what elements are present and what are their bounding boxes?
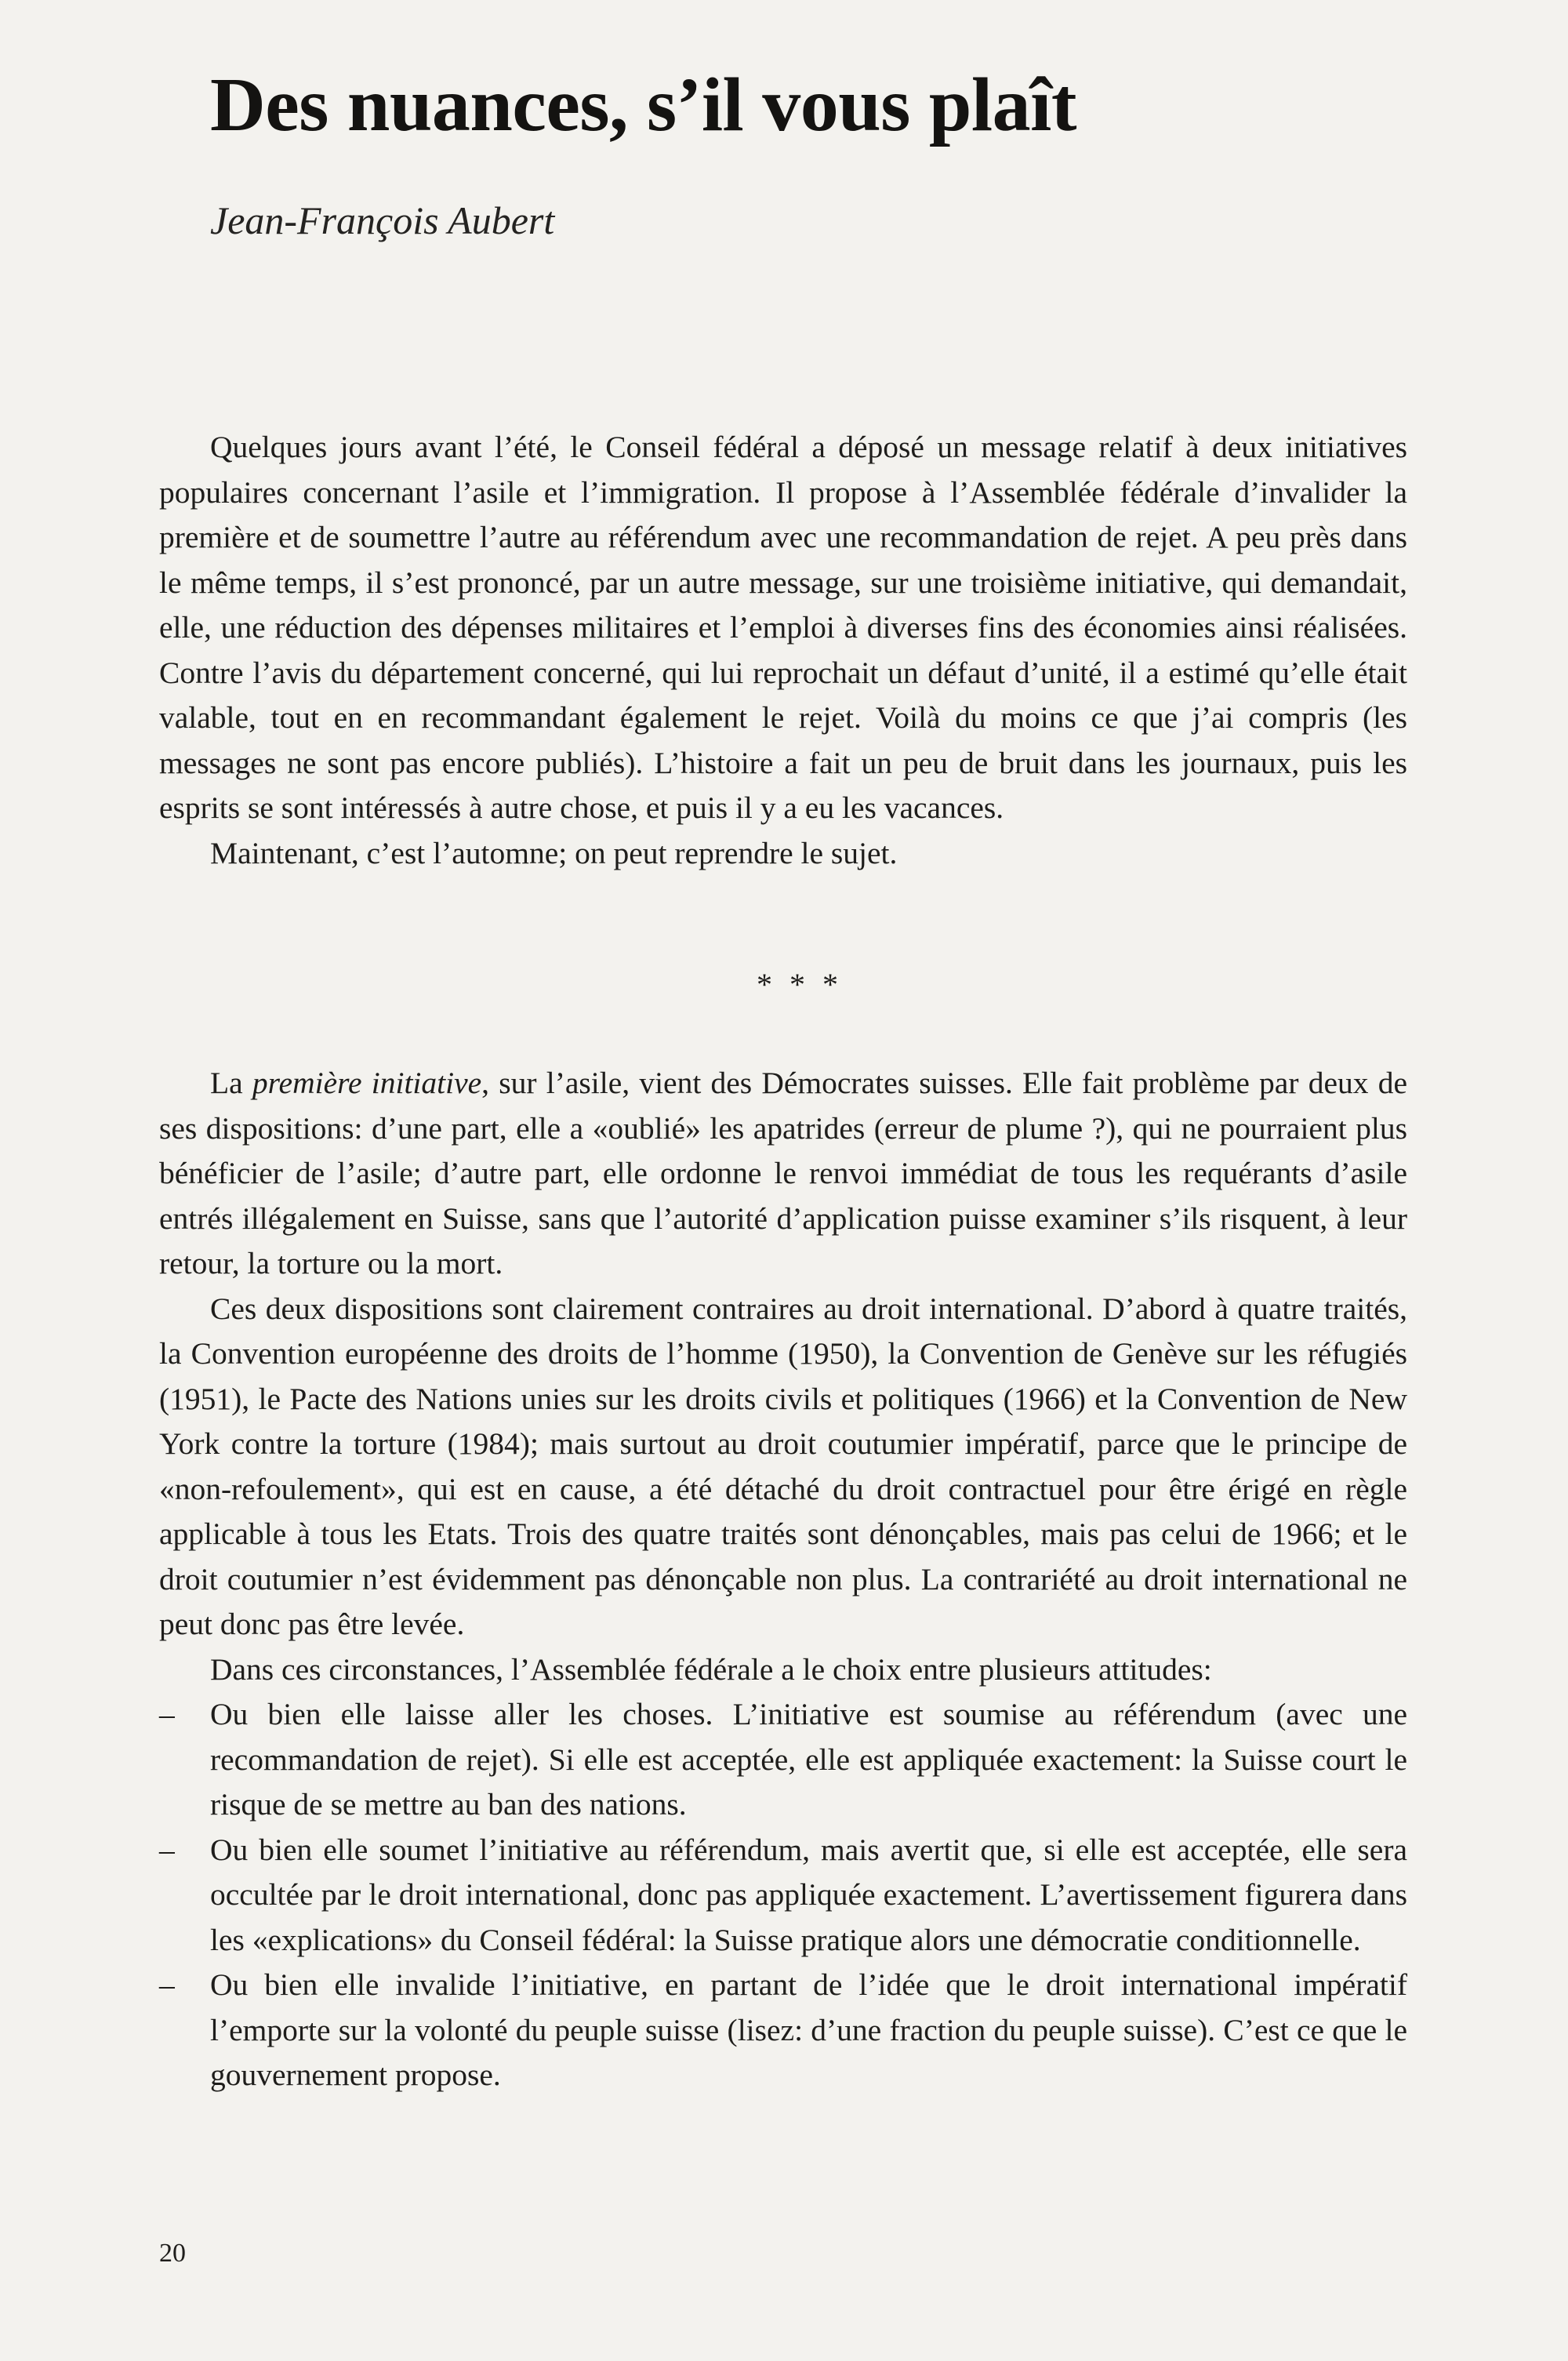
section-separator [0, 966, 1568, 1003]
options-list [159, 1692, 1407, 2098]
dash-bullet: – [159, 1697, 175, 1731]
dash-bullet: – [159, 1967, 175, 2002]
paragraph-text: , sur l’asile, vient des Démocrates suisses. Elle fait problème par deux de ses dispositions: d’une part, elle a «oublié» les apatrides (erreur de plume ?), qui ne pourraient plus bénéficier de l’asile; d’autre part, elle ordonne le renvoi immédiat de tous les requérants d’asile entrés illégalement en Suisse, sans que l’autorité d’application puisse examiner s’ils risquent, à leur retour, la torture ou la mort. [159, 1066, 1407, 1280]
list-item-text: Ou bien elle laisse aller les choses. L’initiative est soumise au référendum (avec une recommandation de rejet). Si elle est acceptée, elle est appliquée exactement: la Suisse court le risque de se mettre au ban des nations. [210, 1697, 1407, 1822]
section-first-initiative [159, 1061, 1407, 2098]
paragraph-text: La [210, 1066, 252, 1100]
dash-bullet: – [159, 1832, 175, 1867]
body-paragraph: Quelques jours avant l’été, le Conseil fédéral a déposé un message relatif à deux initiatives populaires concernant l’asile et l’immigration. Il propose à l’Assemblée fédérale d’invalider la première et de soumettre l’autre au référendum avec une recommandation de rejet. A peu près dans le même temps, il s’est prononcé, par un autre message, sur une troisième initiative, qui demandait, elle, une réduction des dépenses militaires et l’emploi à diverses fins des économies ainsi réalisées. Contre l’avis du département concerné, qui lui reprochait un défaut d’unité, il a estimé qu’elle était valable, tout en en recommandant également le rejet. Voilà du moins ce que j’ai compris (les messages ne sont pas encore publiés). L’histoire a fait un peu de bruit dans les journaux, puis les esprits se sont intéressés à autre chose, et puis il y a eu les vacances. [159, 430, 1407, 825]
list-item [159, 1963, 1407, 2098]
body-paragraph: Maintenant, c’est l’automne; on peut reprendre le sujet. [210, 835, 898, 870]
article-author: Jean-François Aubert [210, 198, 555, 242]
list-item-text: Ou bien elle soumet l’initiative au référendum, mais avertit que, si elle est acceptée, elle sera occultée par le droit international, donc pas appliquée exactement. L’avertissement figurera dans les «explications» du Conseil fédéral: la Suisse pratique alors une démocratie conditionnelle. [210, 1832, 1407, 1957]
emphasized-text: première initiative [252, 1066, 482, 1100]
body-paragraph [159, 1061, 1407, 1287]
list-item [159, 1828, 1407, 1963]
list-item [159, 1692, 1407, 1828]
body-paragraph: Dans ces circonstances, l’Assemblée fédérale a le choix entre plusieurs attitudes: [210, 1651, 1212, 1687]
section-intro [159, 425, 1407, 876]
separator-asterisks: * * * [757, 967, 843, 1002]
article-title: Des nuances, s’il vous plaît [210, 63, 1077, 147]
list-item-text: Ou bien elle invalide l’initiative, en partant de l’idée que le droit international impératif l’emporte sur la volonté du peuple suisse (lisez: d’une fraction du peuple suisse). C’est ce que le gouvernement propose. [210, 1967, 1407, 2092]
body-paragraph: Ces deux dispositions sont clairement contraires au droit international. D’abord à quatre traités, la Convention européenne des droits de l’homme (1950), la Convention de Genève sur les réfugiés (1951), le Pacte des Nations unies sur les droits civils et politiques (1966) et la Convention de New York contre la torture (1984); mais surtout au droit coutumier impératif, parce que le principe de «non-refoulement», qui est en cause, a été détaché du droit contractuel pour être érigé en règle applicable à tous les Etats. Trois des quatre traités sont dénonçables, mais pas celui de 1966; et le droit coutumier n’est évidemment pas dénonçable non plus. La contrariété au droit international ne peut donc pas être levée. [159, 1291, 1407, 1641]
page-number: 20 [159, 2239, 186, 2268]
